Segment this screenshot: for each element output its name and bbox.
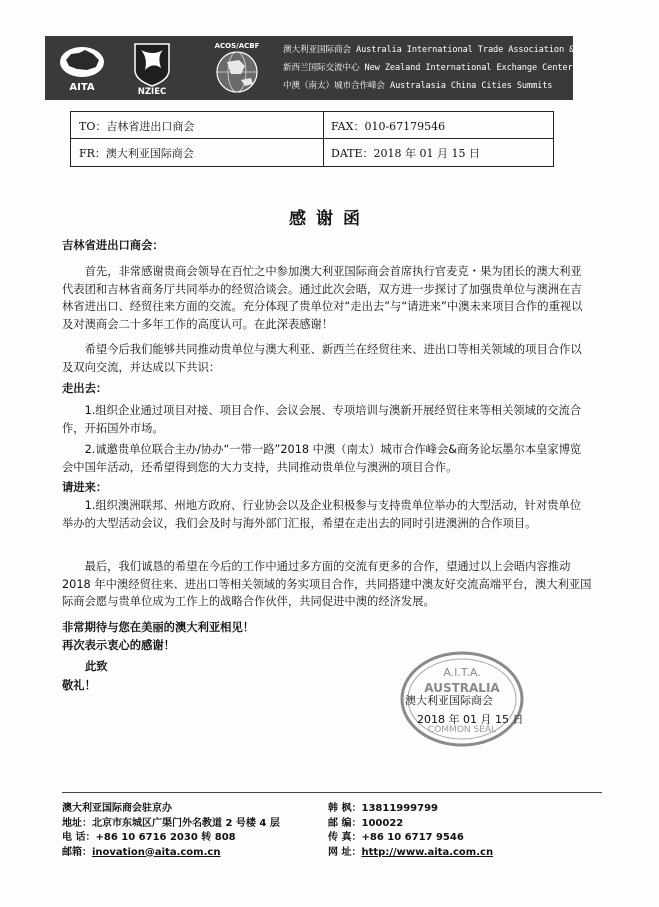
footer-email-row bbox=[62, 846, 280, 861]
acos-logo bbox=[205, 40, 269, 96]
paragraph-2: 希望今后我们能够共同推动贵单位与澳大利亚、新西兰在经贸往来、进出口等相关领域的项目合作以及双向交流，并达成以下共识： bbox=[62, 343, 582, 374]
footer-phone: 电 话：+86 10 6716 2030 转 808 bbox=[62, 832, 236, 843]
header-divider-horizontal bbox=[71, 138, 553, 139]
nziec-logo bbox=[123, 40, 181, 96]
footer-mobile: 韩 枫：13811999799 bbox=[328, 803, 439, 814]
header-divider-vertical bbox=[323, 112, 324, 166]
paragraph-go-out-2: 2.诚邀贵单位联合主办/协办“一带一路”2018 中澳（南太）城市合作峰会&商务论坛墨尔本皇家博览会中国年活动，还希望得到您的大力支持，共同推动贵单位与澳洲的项目合作。 bbox=[62, 443, 582, 474]
footer-office: 澳大利亚国际商会驻京办 bbox=[62, 803, 172, 814]
footer-rule bbox=[62, 792, 602, 793]
letterhead-line-2: 新西兰国际交流中心 New Zealand International Exchange Center bbox=[283, 63, 573, 73]
svg-text:NZIEC: NZIEC bbox=[137, 87, 167, 96]
aita-logo bbox=[49, 40, 115, 96]
closing-line-1: 非常期待与您在美丽的澳大利亚相见！ bbox=[62, 621, 255, 634]
footer-postcode: 邮 编：100022 bbox=[328, 817, 404, 829]
header-fax: FAX：010-67179546 bbox=[331, 120, 446, 133]
letterhead-line-3: 中澳（南太）城市合作峰会 Australasia China Cities Summits bbox=[283, 81, 553, 91]
footer-right bbox=[328, 802, 493, 860]
paragraph-go-out-1: 1.组织企业通过项目对接、项目合作、会议会展、专项培训与澳新开展经贸往来等相关领域的交流合作，开拓国外市场。 bbox=[62, 404, 582, 435]
header-from: FR：澳大利亚国际商会 bbox=[79, 147, 194, 160]
signing-date: 2018 年 01 月 15 日 bbox=[417, 713, 524, 726]
closing-respectfully: 此致 bbox=[85, 660, 108, 673]
header-table bbox=[70, 111, 554, 167]
heading-go-out: 走出去： bbox=[62, 382, 108, 395]
header-date: DATE：2018 年 01 月 15 日 bbox=[331, 147, 480, 160]
header-to: TO：吉林省进出口商会 bbox=[79, 120, 195, 133]
footer-fax: 传 真：+86 10 6717 9546 bbox=[328, 832, 464, 843]
letterhead-line-1: 澳大利亚国际商会 Australia International Trade Association & Associates bbox=[283, 45, 631, 55]
closing-line-2: 再次表示衷心的感谢！ bbox=[62, 639, 175, 652]
paragraph-closing: 最后，我们诚恳的希望在今后的工作中通过多方面的交流有更多的合作，望通过以上会晤内容推动 2018 年中澳经贸往来、进出口等相关领域的务实项目合作，共同搭建中澳友好交流高端平台，澳大利亚国际商会愿与贵单位成为工作上的战略合作伙伴，共同促进中澳的经济发展。 bbox=[62, 560, 592, 609]
paragraph-bring-in-1: 1.组织澳洲联邦、州地方政府、行业协会以及企业积极参与支持贵单位举办的大型活动，针对贵单位举办的大型活动会议，我们会及时与海外部门汇报，希望在走出去的同时引进澳洲的合作项目。 bbox=[62, 499, 582, 530]
heading-bring-in: 请进来： bbox=[62, 481, 108, 494]
footer-left bbox=[62, 802, 280, 860]
letter-title: 感谢函 bbox=[289, 209, 370, 229]
footer-web-link[interactable]: http://www.aita.com.cn bbox=[361, 846, 494, 858]
letterhead-lines bbox=[283, 41, 631, 95]
paragraph-1: 首先，非常感谢贵商会领导在百忙之中参加澳大利亚国际商会首席执行官麦克・果为团长的澳大利亚代表团和吉林省商务厅共同举办的经贸洽谈会。通过此次会晤，双方进一步探讨了加强贵单位与澳洲在吉林省进出口、经贸往来方面的交流。充分体现了贵单位对“走出去”与“请进来”中澳未来项目合作的重视以及对澳商会二十多年工作的高度认可。在此深表感谢！ bbox=[62, 265, 583, 331]
footer-address: 地址：北京市东城区广渠门外名教道 2 号楼 4 层 bbox=[62, 817, 280, 829]
salutation: 吉林省进出口商会： bbox=[62, 239, 164, 252]
footer-web-label: 网 址： bbox=[328, 846, 362, 858]
footer-email-label: 邮箱： bbox=[62, 846, 92, 858]
svg-text:ACOS/ACBF: ACOS/ACBF bbox=[214, 42, 260, 50]
footer-email-link[interactable]: inovation@aita.com.cn bbox=[92, 846, 221, 858]
svg-text:AITA: AITA bbox=[69, 82, 95, 93]
letterhead-banner bbox=[45, 36, 631, 100]
closing-salute: 敬礼！ bbox=[62, 679, 96, 692]
stamp-top-text: A.I.T.A. bbox=[443, 666, 481, 679]
stamp-middle-text: AUSTRALIA bbox=[424, 681, 500, 695]
footer-web-row bbox=[328, 846, 493, 861]
signer-name: 澳大利亚国际商会 bbox=[405, 694, 493, 707]
stamp-bottom-text: COMMON SEAL bbox=[427, 725, 497, 735]
